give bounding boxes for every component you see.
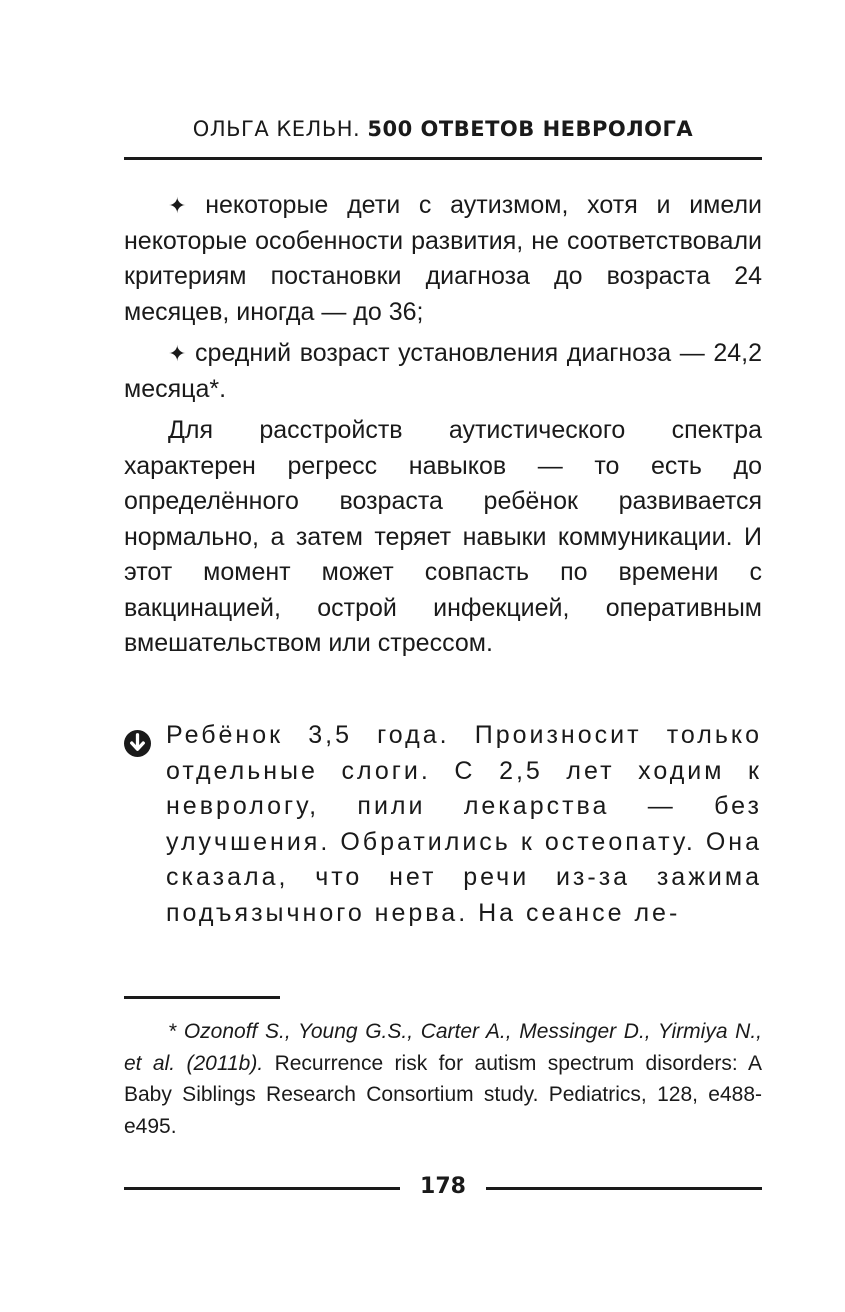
arrow-down-circle-icon: [124, 730, 151, 757]
body-paragraph: Для расстройств аутистического спектра характерен регресс навыков — то есть до определённого возраста ребёнок развивается нормально, а затем теряет навыки коммуникации. И этот момент может совпасть по времени с вакцинацией, острой инфекцией, оперативным вмешательством или стрессом.: [124, 416, 762, 657]
bullet-item: [124, 188, 762, 330]
footer-rule-left: [124, 1187, 400, 1190]
header-book-title: 500 ОТВЕТОВ НЕВРОЛОГА: [367, 117, 694, 141]
question-text: Ребёнок 3,5 года. Произносит только отдельные слоги. С 2,5 лет ходим к неврологу, пили лекарства — без улучшения. Обратились к остеопату. Она сказала, что нет речи из-за зажима подъязычного нерва. На сеансе ле-: [166, 721, 762, 927]
footnote-marker: *: [168, 1020, 177, 1043]
page-number: 178: [420, 1174, 466, 1199]
bullet-text: средний возраст установления диагноза — 24,2 месяца*.: [124, 339, 762, 403]
footnote-citation: Recurrence risk for autism spectrum disorders: A Baby Siblings Research Consortium study. Pediatrics, 128, e488-e495.: [124, 1051, 762, 1138]
footnote-rule: [124, 996, 280, 999]
main-text: [124, 188, 762, 668]
bullet-text: некоторые дети с аутизмом, хотя и имели некоторые особенности развития, не соответствовали критериям постановки диагноза до возраста 24 месяцев, иногда — до 36;: [124, 191, 762, 326]
star-bullet-icon: ✦: [168, 193, 187, 218]
footnote-authors: Ozonoff S., Young G.S., Carter A., Messinger D., Yirmiya N., et al. (2011b).: [124, 1020, 762, 1075]
footer-rule-right: [486, 1187, 762, 1190]
footnote: [124, 1016, 762, 1142]
header-author: ОЛЬГА КЕЛЬН.: [192, 117, 361, 141]
header-rule: [124, 157, 762, 160]
star-bullet-icon: ✦: [168, 341, 187, 366]
running-header: [124, 117, 762, 147]
bullet-item: [124, 336, 762, 407]
